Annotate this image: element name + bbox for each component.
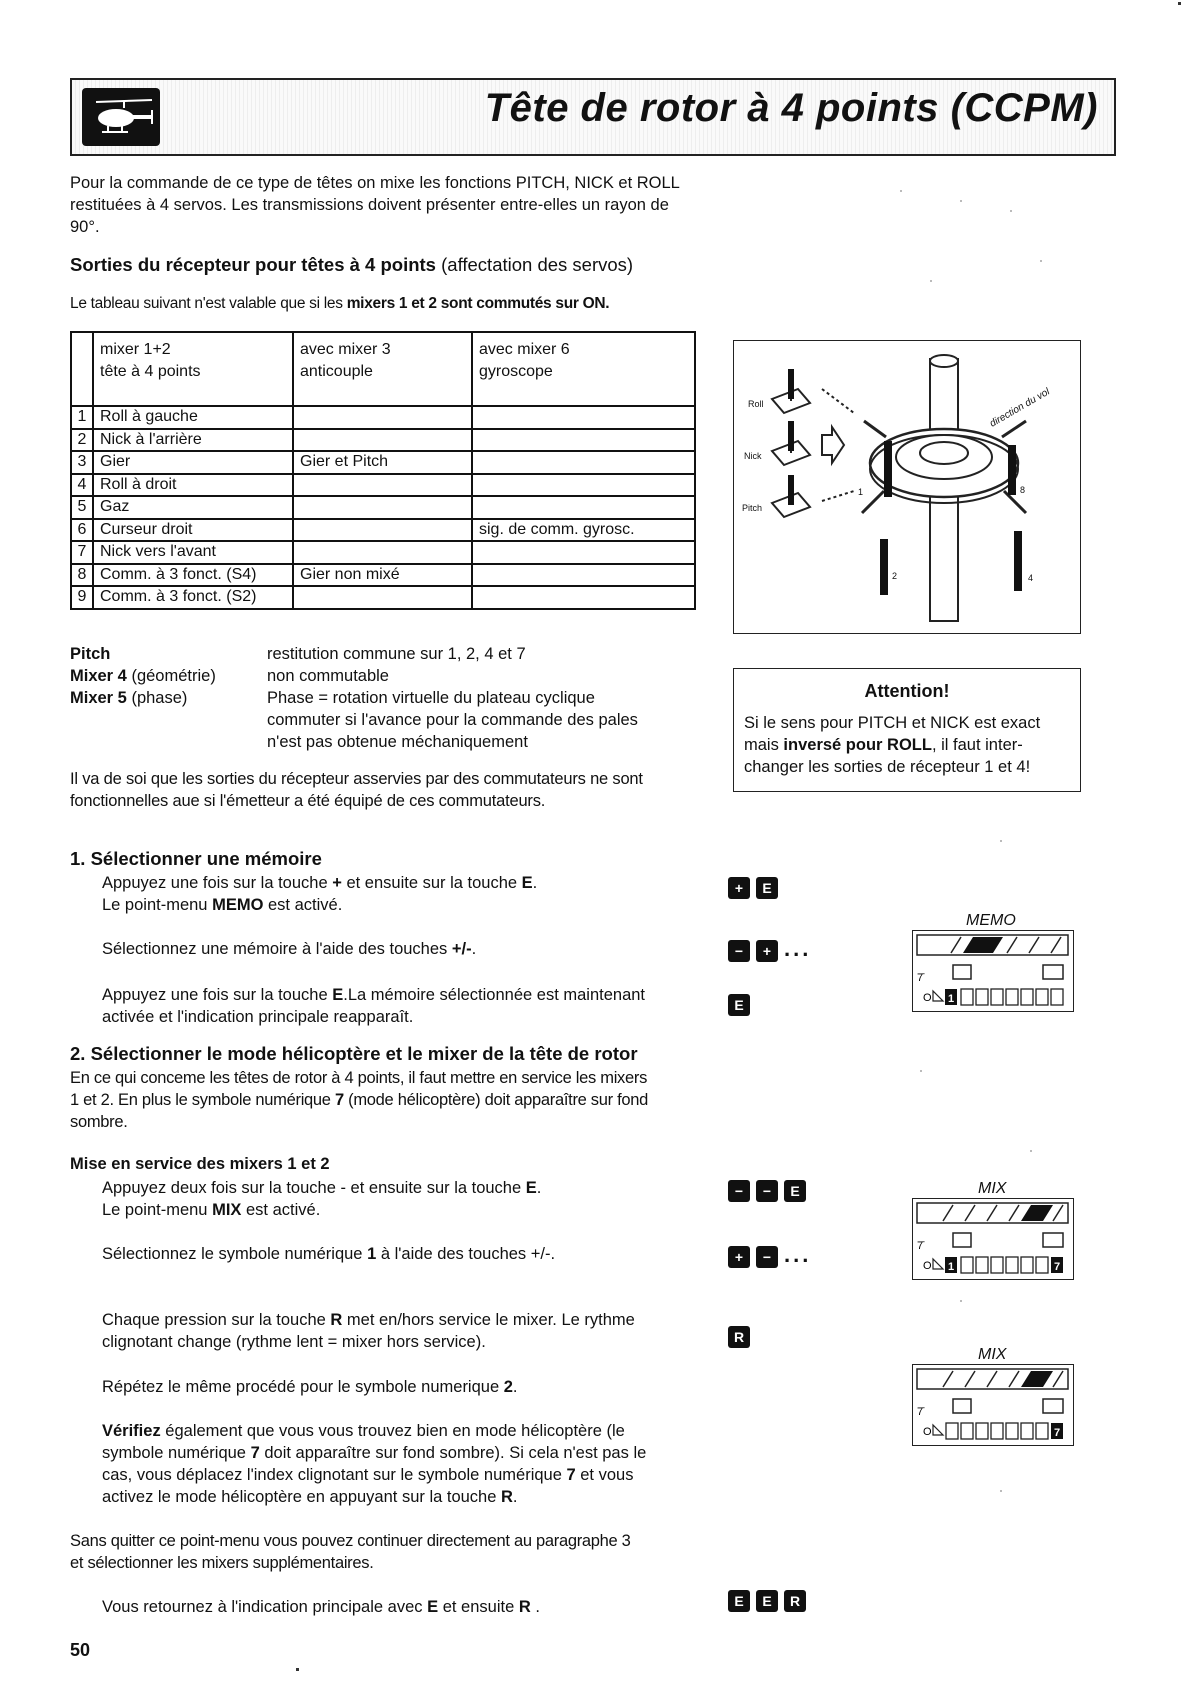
section2-step xyxy=(102,1243,555,1265)
table-cell xyxy=(293,541,472,564)
text-line xyxy=(102,1309,702,1331)
section2-intro xyxy=(70,1067,710,1133)
servo-assignment-table xyxy=(70,331,696,610)
section2-continue xyxy=(70,1530,710,1574)
plus-key-icon: + xyxy=(728,1246,750,1268)
table-cell xyxy=(472,474,695,497)
definition-desc: commuter si l'avance pour la commande des pales xyxy=(267,711,638,729)
header-text: avec mixer 3 xyxy=(300,341,391,358)
text-line: et sélectionner les mixers supplémentaires. xyxy=(70,1554,374,1572)
table-row xyxy=(71,406,695,429)
table-cell: 2 xyxy=(71,429,93,452)
section1-title: 1. Sélectionner une mémoire xyxy=(70,848,322,869)
table-row xyxy=(71,451,695,474)
table-cell xyxy=(293,586,472,609)
table-row xyxy=(71,429,695,452)
table-header-row xyxy=(71,332,695,406)
attention-text xyxy=(744,712,1074,778)
text: cas, vous déplacez l'index clignotant sur le symbole numérique xyxy=(102,1466,567,1484)
r-key-icon: R xyxy=(728,1326,750,1348)
scan-speck xyxy=(1000,840,1002,842)
term-bold: Mixer 4 xyxy=(70,667,127,685)
plus-key-icon: + xyxy=(756,940,778,962)
header-text: tête à 4 points xyxy=(100,363,201,380)
lcd-digit-1: 1 xyxy=(948,993,955,1005)
text-line xyxy=(102,1177,702,1199)
servo-number-label: 8 xyxy=(1020,485,1026,495)
lcd-small-text: O xyxy=(923,1426,932,1438)
text-bold: + xyxy=(332,874,342,892)
table-cell: Gaz xyxy=(93,496,293,519)
lcd-mix-display xyxy=(912,1198,1074,1280)
table-cell: 5 xyxy=(71,496,93,519)
minus-key-icon: − xyxy=(756,1180,778,1202)
text: . xyxy=(512,1488,518,1506)
header-text: anticouple xyxy=(300,363,373,380)
table-row xyxy=(71,541,695,564)
table-header-cell xyxy=(71,332,93,406)
table-cell: Comm. à 3 fonct. (S2) xyxy=(93,586,293,609)
key-group xyxy=(728,994,756,1016)
term-bold: Mixer 5 xyxy=(70,689,127,707)
section2-return xyxy=(102,1596,540,1618)
sorties-note xyxy=(70,295,609,313)
text-bold: Vérifiez xyxy=(102,1422,161,1440)
table-row xyxy=(71,496,695,519)
lcd-memo-label: MEMO xyxy=(966,912,1016,929)
text: à l'aide des touches +/-. xyxy=(376,1245,556,1263)
attention-line: changer les sorties de récepteur 1 et 4! xyxy=(744,758,1031,776)
header-text: gyroscope xyxy=(479,363,553,380)
key-group xyxy=(728,936,811,962)
text-line: En ce qui conceme les têtes de rotor à 4 points, il faut mettre en service les mixers xyxy=(70,1069,648,1087)
e-key-icon: E xyxy=(728,994,750,1016)
table-cell: 6 xyxy=(71,519,93,542)
scan-speck xyxy=(1040,260,1042,262)
text-bold: 1 xyxy=(367,1245,377,1263)
text: Vous retournez à l'indication principale avec xyxy=(102,1598,428,1616)
term-rest: (phase) xyxy=(126,689,188,707)
table-cell xyxy=(472,451,695,474)
lcd-memo-display xyxy=(912,930,1074,1012)
text-bold: +/- xyxy=(451,940,472,958)
text-bold: Mise en service des mixers xyxy=(70,1155,288,1173)
table-row xyxy=(71,586,695,609)
text: Sélectionnez le symbole numérique xyxy=(102,1245,368,1263)
attention-line-part: mais xyxy=(744,736,784,754)
table-cell: Roll à gauche xyxy=(93,406,293,429)
section2-step xyxy=(102,1376,518,1398)
scan-speck xyxy=(1030,1150,1032,1152)
text-bold: E xyxy=(427,1598,439,1616)
text: est activé. xyxy=(263,896,343,914)
table-cell xyxy=(472,541,695,564)
e-key-icon: E xyxy=(784,1180,806,1202)
lcd-mix-label: MIX xyxy=(978,1180,1007,1197)
attention-title: Attention! xyxy=(864,681,950,701)
scan-speck xyxy=(920,1070,922,1072)
section1-step xyxy=(102,894,702,916)
lcd-digit-1: 1 xyxy=(948,1261,955,1273)
table-cell: Comm. à 3 fonct. (S4) xyxy=(93,564,293,587)
header-text: mixer 1+2 xyxy=(100,341,171,358)
text: doit apparaître sur fond sombre). Si cela n'est pas le xyxy=(259,1444,647,1462)
section2-verify xyxy=(102,1420,702,1508)
text: et ensuite xyxy=(438,1598,519,1616)
text: Appuyez une fois sur la touche xyxy=(102,986,333,1004)
table-row xyxy=(71,519,695,542)
text: Le point-menu xyxy=(102,1201,213,1219)
text-line xyxy=(70,1089,710,1111)
scan-speck xyxy=(900,190,902,192)
intro-paragraph: Pour la commande de ce type de têtes on mixe les fonctions PITCH, NICK et ROLL restituées à 4 servos. Les transmissions doivent présenter entre-elles un rayon de 90°. xyxy=(70,174,680,236)
table-cell: Curseur droit xyxy=(93,519,293,542)
lcd-small-text: 7̄ xyxy=(917,972,924,984)
minus-key-icon: − xyxy=(728,1180,750,1202)
table-cell: 7 xyxy=(71,541,93,564)
section1-step xyxy=(102,938,476,960)
table-cell: Gier et Pitch xyxy=(293,451,472,474)
text: (mode hélicoptère) doit apparaître sur fond xyxy=(343,1091,649,1109)
table-cell: Nick vers l'avant xyxy=(93,541,293,564)
text-bold: 2 xyxy=(503,1378,513,1396)
attention-line xyxy=(744,734,1074,756)
text: . xyxy=(471,940,477,958)
attention-box xyxy=(733,668,1081,792)
definition-desc: Phase = rotation virtuelle du plateau cyclique xyxy=(267,689,595,707)
r-key-icon: R xyxy=(784,1590,806,1612)
text: symbole numérique xyxy=(102,1444,251,1462)
definition-desc: n'est pas obtenue méchaniquement xyxy=(267,733,528,751)
text: et ensuite sur la touche xyxy=(341,874,522,892)
swashplate-figure xyxy=(733,340,1081,634)
table-cell: 9 xyxy=(71,586,93,609)
definition-term xyxy=(70,687,270,709)
table-cell xyxy=(293,519,472,542)
text-bold: 7 xyxy=(334,1091,344,1109)
scan-speck xyxy=(1010,210,1012,212)
lcd-small-text: O xyxy=(923,1260,932,1272)
table-cell: Gier non mixé xyxy=(293,564,472,587)
text-line xyxy=(102,1420,702,1442)
text-line: activée et l'indication principale reapparaît. xyxy=(102,1008,414,1026)
text: Répétez le même procédé pour le symbole numerique xyxy=(102,1378,504,1396)
attention-line-part: , il faut inter- xyxy=(931,736,1023,754)
lcd-digit-7: 7 xyxy=(1054,1427,1061,1439)
sorties-note-text: Le tableau suivant n'est valable que si les xyxy=(70,295,347,312)
definitions-descriptions xyxy=(267,643,707,753)
e-key-icon: E xyxy=(728,1590,750,1612)
table-cell: 8 xyxy=(71,564,93,587)
table-cell: Gier xyxy=(93,451,293,474)
direction-label: direction du vol xyxy=(988,386,1052,430)
page-title: Tête de rotor à 4 points (CCPM) xyxy=(484,86,1098,130)
text-bold: R xyxy=(501,1488,513,1506)
table-cell xyxy=(293,429,472,452)
lcd-small-text: 7̄ xyxy=(917,1240,924,1252)
text-line xyxy=(102,1442,702,1464)
attention-line-bold: inversé pour ROLL xyxy=(783,736,932,754)
key-group xyxy=(728,1180,812,1202)
lcd-small-text: 7̄ xyxy=(917,1406,924,1418)
section2-title: 2. Sélectionner le mode hélicoptère et le mixer de la tête de rotor xyxy=(70,1043,638,1064)
section1-steps-a xyxy=(102,872,702,916)
table-cell xyxy=(293,496,472,519)
definition-desc: non commutable xyxy=(267,667,389,685)
servo-number-label: 1 xyxy=(858,487,864,497)
table-cell: 4 xyxy=(71,474,93,497)
text: Chaque pression sur la touche xyxy=(102,1311,331,1329)
table-header-cell xyxy=(93,332,293,406)
table-row xyxy=(71,564,695,587)
text: . xyxy=(536,1179,542,1197)
table-header-cell xyxy=(472,332,695,406)
table-cell: 1 xyxy=(71,406,93,429)
ellipsis: ... xyxy=(784,936,812,961)
outputs-note: Il va de soi que les sorties du récepteur asservies par des commutateurs ne sont fonctionnelles aue si l'émetteur a été équipé de ces commutateurs. xyxy=(70,770,643,810)
text: Appuyez deux fois sur la touche - et ensuite sur la touche xyxy=(102,1179,526,1197)
scan-speck xyxy=(960,200,962,202)
section1-step xyxy=(102,872,702,894)
minus-key-icon: − xyxy=(728,940,750,962)
lcd-mix-label: MIX xyxy=(978,1346,1007,1363)
servo-number-label: 2 xyxy=(892,571,898,581)
lcd-mix-graphic xyxy=(913,1365,1072,1444)
scan-speck xyxy=(296,1668,299,1671)
pitch-label: Pitch xyxy=(742,503,763,513)
text-line xyxy=(102,1199,702,1221)
text-line xyxy=(102,984,702,1006)
section2-steps-a xyxy=(102,1177,702,1221)
table-cell: Nick à l'arrière xyxy=(93,429,293,452)
roll-label: Roll xyxy=(748,399,764,409)
key-group xyxy=(728,1590,812,1612)
text: Sélectionnez une mémoire à l'aide des touches xyxy=(102,940,452,958)
table-cell xyxy=(472,406,695,429)
text-line: sombre. xyxy=(70,1113,128,1131)
text: activez le mode hélicoptère en appuyant sur la touche xyxy=(102,1488,501,1506)
ellipsis: ... xyxy=(784,1242,812,1267)
text-line: clignotant change (rythme lent = mixer hors service). xyxy=(102,1333,486,1351)
term-rest: (géométrie) xyxy=(126,667,216,685)
text-bold: E xyxy=(332,986,344,1004)
page-number: 50 xyxy=(70,1640,91,1660)
text-bold: E xyxy=(525,1179,537,1197)
text: met en/hors service le mixer. Le rythme xyxy=(342,1311,635,1329)
table-cell xyxy=(472,586,695,609)
header-text: avec mixer 6 xyxy=(479,341,570,358)
key-group xyxy=(728,1326,756,1348)
text-bold: R xyxy=(330,1311,343,1329)
text-bold: MIX xyxy=(212,1201,242,1219)
servo-number-label: 4 xyxy=(1028,573,1034,583)
lcd-mix-graphic xyxy=(913,1199,1072,1278)
table-cell: 3 xyxy=(71,451,93,474)
definition-desc: restitution commune sur 1, 2, 4 et 7 xyxy=(267,645,526,663)
text: . xyxy=(512,1378,518,1396)
sorties-heading-bold: Sorties du récepteur pour têtes à 4 points xyxy=(70,254,436,275)
definitions-terms xyxy=(70,643,270,709)
table-cell xyxy=(472,564,695,587)
scan-speck xyxy=(1178,2,1181,5)
key-group xyxy=(728,1242,811,1268)
swashplate-illustration xyxy=(734,341,1079,632)
section2-step xyxy=(102,1309,702,1353)
term-bold: Pitch xyxy=(70,645,111,663)
lcd-memo-graphic xyxy=(913,931,1072,1010)
definition-term xyxy=(70,665,270,687)
table-cell xyxy=(293,406,472,429)
text-bold: 7 xyxy=(566,1466,576,1484)
table-cell: Roll à droit xyxy=(93,474,293,497)
lcd-mix-display xyxy=(912,1364,1074,1446)
e-key-icon: E xyxy=(756,877,778,899)
text: 1 et 2. En plus le symbole numérique xyxy=(70,1091,335,1109)
table-cell xyxy=(293,474,472,497)
lcd-small-text: O xyxy=(923,992,932,1004)
sorties-heading-normal: (affectation des servos) xyxy=(441,254,634,275)
scan-speck xyxy=(930,280,932,282)
text-bold: MEMO xyxy=(212,896,264,914)
table-cell: sig. de comm. gyrosc. xyxy=(472,519,695,542)
text: est activé. xyxy=(241,1201,321,1219)
text: Le point-menu xyxy=(102,896,213,914)
text: Appuyez une fois sur la touche xyxy=(102,874,333,892)
text-bold: 7 xyxy=(250,1444,260,1462)
table-row xyxy=(71,474,695,497)
plus-key-icon: + xyxy=(728,877,750,899)
sorties-note-bold: mixers 1 et 2 sont commutés sur ON. xyxy=(346,295,610,312)
scan-speck xyxy=(1000,1490,1002,1492)
text-line: Sans quitter ce point-menu vous pouvez continuer directement au paragraphe 3 xyxy=(70,1532,631,1550)
attention-line: Si le sens pour PITCH et NICK est exact xyxy=(744,714,1041,732)
definition-term xyxy=(70,643,270,665)
helicopter-icon xyxy=(82,88,160,146)
page-header xyxy=(70,78,1116,156)
key-group xyxy=(728,877,784,899)
text: . xyxy=(530,1598,540,1616)
text-bold: E xyxy=(521,874,533,892)
text: également que vous vous trouvez bien en mode hélicoptère (le xyxy=(160,1422,625,1440)
text-line xyxy=(102,1464,702,1486)
table-cell xyxy=(472,496,695,519)
minus-key-icon: − xyxy=(756,1246,778,1268)
text: . xyxy=(532,874,538,892)
lcd-digit-7: 7 xyxy=(1054,1261,1061,1273)
table-cell xyxy=(472,429,695,452)
text: et vous xyxy=(575,1466,634,1484)
section2-subtitle xyxy=(70,1155,330,1174)
sorties-heading xyxy=(70,254,633,276)
text-bold: 1 et 2 xyxy=(287,1155,330,1173)
table-header-cell xyxy=(293,332,472,406)
e-key-icon: E xyxy=(756,1590,778,1612)
text: .La mémoire sélectionnée est maintenant xyxy=(343,986,646,1004)
scan-speck xyxy=(960,1300,962,1302)
text-bold: R xyxy=(518,1598,531,1616)
nick-label: Nick xyxy=(744,451,762,461)
text-line xyxy=(102,1486,702,1508)
section1-step xyxy=(102,984,702,1028)
